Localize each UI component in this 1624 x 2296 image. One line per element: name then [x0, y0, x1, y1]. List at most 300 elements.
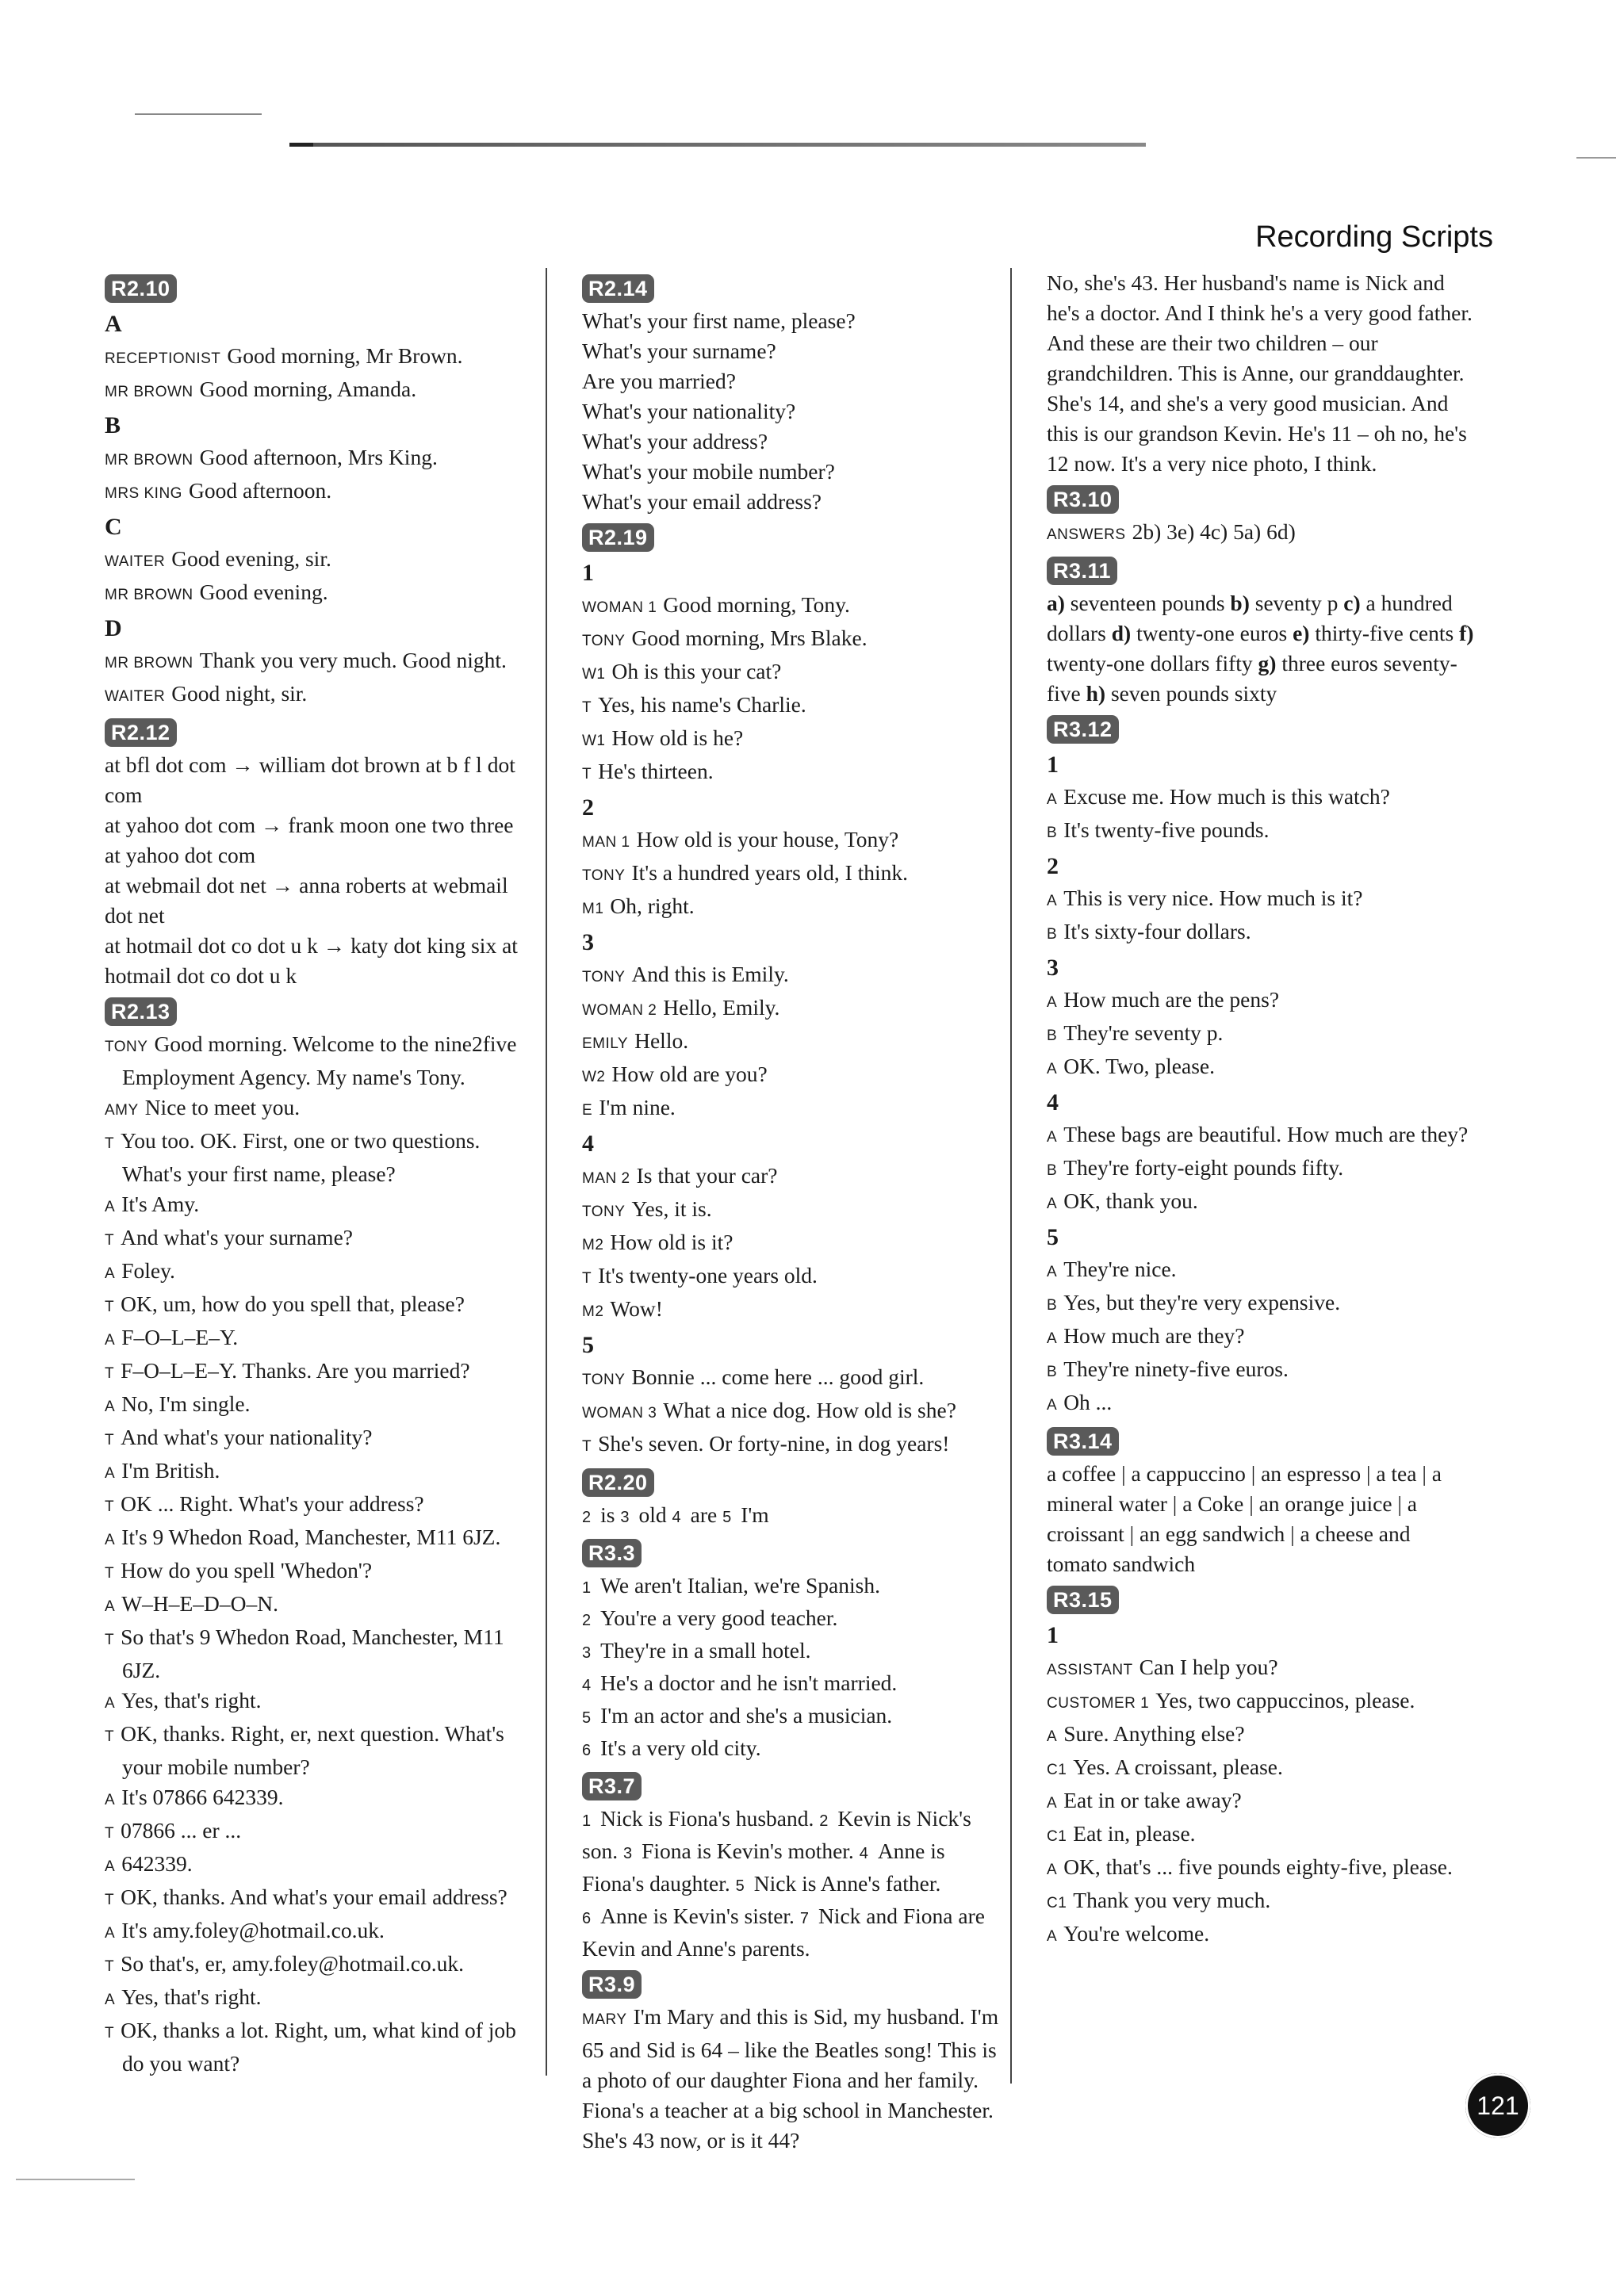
speaker-label: T [582, 1270, 592, 1287]
script-paragraph: No, she's 43. Her husband's name is Nick and he's a doctor. And I think he's a very good father. [1047, 270, 1473, 325]
speaker-label: TONY [582, 1203, 626, 1220]
speaker-label: A [1047, 1264, 1058, 1280]
item-text: It's a very old city. [600, 1735, 761, 1760]
speaker-label: B [1047, 825, 1058, 841]
speaker-label: T [582, 699, 592, 716]
text-segment: Anne is Fiona's daughter. [582, 1839, 945, 1896]
dialogue-label: 3 [582, 929, 594, 955]
dialogue-line [1047, 1354, 1475, 1387]
speaker-label: M2 [582, 1237, 604, 1253]
dialogue-label: 1 [1047, 1622, 1059, 1648]
answer-letter: h) [1086, 681, 1106, 706]
item-number: 4 [582, 1677, 592, 1694]
script-paragraph [582, 1500, 1002, 1533]
speaker-label: A [105, 1792, 116, 1808]
text-segment: a hundred dollars [1047, 591, 1453, 645]
speaker-label: A [1047, 1196, 1058, 1212]
dialogue-line [1047, 1186, 1475, 1219]
dialogue-line [582, 1429, 1002, 1462]
section-tag-row [105, 712, 523, 750]
dialogue-line [582, 1093, 1002, 1126]
speaker-label: WAITER [105, 688, 166, 705]
script-paragraph: What's your email address? [582, 489, 822, 514]
numbered-line [582, 1701, 1002, 1733]
script-paragraph: a coffee | a cappuccino | an espresso | a tea | a mineral water | a Coke | an orange juice | a croissant | an egg sandwich | a cheese and tomato sandwich [1047, 1461, 1442, 1576]
speaker-label: W2 [582, 1069, 606, 1085]
recording-tag: R2.19 [582, 523, 654, 552]
speaker-label: A [1047, 893, 1058, 909]
column-1 [105, 268, 523, 2079]
dialogue-line [1047, 1819, 1475, 1852]
column-3 [1047, 268, 1475, 1952]
item-number: 2 [582, 1612, 592, 1629]
dialogue-text: She's seven. Or forty-nine, in dog years! [598, 1431, 950, 1456]
script-paragraph [582, 2002, 1002, 2156]
dialogue-line [582, 825, 1002, 858]
dialogue-line [105, 577, 523, 610]
speaker-label: W1 [582, 666, 606, 683]
dialogue-line [582, 1362, 1002, 1395]
item-number: 5 [582, 1709, 592, 1727]
dialogue-label: B [105, 412, 121, 438]
dialogue-line [582, 1294, 1002, 1327]
dialogue-text: Yes, two cappuccinos, please. [1155, 1688, 1415, 1712]
item-number: 2 [582, 1509, 592, 1526]
column-2 [582, 268, 1002, 2156]
recording-tag: R2.12 [105, 718, 177, 747]
speaker-label: T [105, 1728, 115, 1745]
dialogue-label: 2 [1047, 853, 1059, 879]
speaker-label: MR BROWN [105, 587, 193, 603]
speaker-label: MR BROWN [105, 655, 193, 672]
dialogue-line [1047, 1153, 1475, 1186]
text-segment: twenty-one dollars fifty [1047, 651, 1258, 675]
speaker-label: A [1047, 791, 1058, 808]
top-right-rule [1576, 157, 1616, 159]
dialogue-line [1047, 1018, 1475, 1051]
dialogue-label: 5 [1047, 1224, 1059, 1250]
speaker-label: MRS KING [105, 485, 182, 502]
dialogue-line [1047, 883, 1475, 916]
dialogue-text: Oh, right. [610, 894, 695, 918]
dialogue-line [1047, 1752, 1475, 1785]
dialogue-text: 07866 ... er ... [121, 1818, 242, 1843]
dialogue-line [105, 2015, 523, 2079]
dialogue-text: Yes. A croissant, please. [1073, 1755, 1283, 1779]
dialogue-text: He's thirteen. [598, 759, 714, 783]
dialogue-text: Yes, but they're very expensive. [1063, 1290, 1341, 1314]
speaker-label: A [1047, 1795, 1058, 1812]
dialogue-text: They're forty-eight pounds fifty. [1063, 1155, 1344, 1180]
section-tag-row [582, 1964, 1002, 2002]
item-number: 3 [620, 1509, 630, 1526]
section-tag-row [1047, 479, 1475, 517]
dialogue-text: I'm nine. [599, 1095, 676, 1119]
text-segment: I'm Mary and this is Sid, my husband. I'm 65 and Sid is 64 – like the Beatles song! This is a photo of our daughter Fiona and her family. Fiona's a teacher at a big school in Manchester. She's 43 now, or is it 44? [582, 2004, 999, 2152]
dialogue-text: It's sixty-four dollars. [1063, 919, 1251, 943]
recording-tag: R3.9 [582, 1970, 642, 1999]
dialogue-text: OK, that's ... five pounds eighty-five, please. [1063, 1854, 1453, 1879]
dialogue-line [105, 1556, 523, 1589]
dialogue-line [105, 442, 523, 476]
text-segment: Kevin is Nick's son. [582, 1806, 971, 1863]
speaker-label: MAN 2 [582, 1170, 630, 1187]
dialogue-label: 2 [582, 794, 594, 821]
section-tag-row [1047, 550, 1475, 588]
recording-tag: R3.12 [1047, 715, 1119, 744]
numbered-line [582, 1571, 1002, 1603]
item-number: 1 [582, 1812, 592, 1830]
item-number: 1 [582, 1579, 592, 1597]
dialogue-text: Good afternoon, Mrs King. [199, 445, 438, 469]
dialogue-line [1047, 1119, 1475, 1153]
dialogue-line [105, 1256, 523, 1289]
dialogue-line [105, 341, 523, 374]
dialogue-line [1047, 1051, 1475, 1085]
dialogue-text: They're seventy p. [1063, 1020, 1224, 1045]
dialogue-text: OK, thanks. Right, er, next question. What's your mobile number? [121, 1721, 504, 1779]
script-paragraph: at webmail dot net → anna roberts at webmail dot net [105, 873, 508, 928]
speaker-label: A [105, 1992, 116, 2008]
dialogue-text: And what's your surname? [121, 1225, 353, 1249]
dialogue-text: OK, thanks. And what's your email address? [121, 1885, 508, 1909]
section-tag-row [1047, 1421, 1475, 1459]
dialogue-line [1047, 1885, 1475, 1919]
speaker-label: WOMAN 3 [582, 1405, 657, 1422]
speaker-label: A [105, 1695, 116, 1712]
speaker-label: A [1047, 1061, 1058, 1077]
dialogue-line [105, 1289, 523, 1322]
column-divider [546, 268, 547, 2076]
answer-letter: c) [1343, 591, 1361, 615]
speaker-label: T [105, 1825, 115, 1842]
dialogue-line [582, 723, 1002, 756]
dialogue-text: I'm British. [121, 1458, 220, 1483]
text-segment: twenty-one euros [1131, 621, 1293, 645]
answer-letter: f) [1459, 621, 1474, 645]
speaker-label: WOMAN 1 [582, 599, 657, 616]
speaker-label: A [1047, 1397, 1058, 1414]
dialogue-line [105, 476, 523, 509]
speaker-label: M2 [582, 1303, 604, 1320]
dialogue-line [105, 679, 523, 712]
item-number: 5 [735, 1877, 745, 1895]
speaker-label: B [1047, 1297, 1058, 1314]
speaker-label: A [105, 1399, 116, 1415]
dialogue-label: 4 [582, 1131, 594, 1157]
speaker-label: M1 [582, 901, 604, 917]
dialogue-line [105, 1982, 523, 2015]
dialogue-text: Hello. [634, 1028, 689, 1053]
script-paragraph: at hotmail dot co dot u k → katy dot king six at hotmail dot co dot u k [105, 933, 518, 988]
speaker-label: A [105, 1332, 116, 1349]
section-tag-row [582, 268, 1002, 306]
section-tag-row [582, 1462, 1002, 1500]
speaker-label: TONY [105, 1039, 148, 1055]
bottom-left-rule [16, 2179, 135, 2180]
script-paragraph: What's your mobile number? [582, 459, 835, 484]
numbered-line [582, 1733, 1002, 1766]
dialogue-line [105, 1719, 523, 1782]
item-text: We aren't Italian, we're Spanish. [600, 1573, 880, 1598]
dialogue-line [1047, 782, 1475, 815]
dialogue-line [582, 858, 1002, 891]
dialogue-text: Excuse me. How much is this watch? [1063, 784, 1390, 809]
speaker-label: A [1047, 1862, 1058, 1878]
script-paragraph: What's your surname? [582, 339, 776, 363]
text-segment: seventy p [1249, 591, 1344, 615]
column-divider [1010, 268, 1012, 2084]
dialogue-line [1047, 1321, 1475, 1354]
speaker-label: TONY [582, 867, 626, 884]
speaker-label: T [105, 1365, 115, 1382]
dialogue-text: So that's 9 Whedon Road, Manchester, M11 6JZ. [121, 1624, 504, 1682]
top-left-rule [135, 113, 262, 115]
dialogue-text: How do you spell 'Whedon'? [121, 1558, 373, 1582]
item-number: 6 [582, 1742, 592, 1759]
dialogue-text: OK, thanks a lot. Right, um, what kind of job do you want? [121, 2018, 516, 2076]
dialogue-line [1047, 1254, 1475, 1288]
dialogue-line [105, 1849, 523, 1882]
dialogue-line [105, 1915, 523, 1949]
speaker-label: T [582, 1438, 592, 1455]
dialogue-text: How old is your house, Tony? [636, 827, 899, 851]
dialogue-line [1047, 1652, 1475, 1686]
dialogue-line [105, 1029, 523, 1093]
dialogue-label: 5 [582, 1332, 594, 1358]
dialogue-text: This is very nice. How much is it? [1063, 886, 1363, 910]
dialogue-label: 3 [1047, 955, 1059, 981]
dialogue-label: 4 [1047, 1089, 1059, 1115]
dialogue-text: What a nice dog. How old is she? [663, 1398, 956, 1422]
dialogue-text: Good morning, Tony. [663, 592, 850, 617]
item-text: You're a very good teacher. [600, 1605, 838, 1630]
speaker-label: B [1047, 926, 1058, 943]
dialogue-text: How old is he? [611, 725, 744, 750]
dialogue-text: It's a hundred years old, I think. [631, 860, 909, 885]
section-tag-row [105, 268, 523, 306]
speaker-label: TONY [582, 1372, 626, 1388]
speaker-label: A [1047, 1330, 1058, 1347]
answer-letter: g) [1258, 651, 1277, 675]
speaker-label: A [1047, 1129, 1058, 1146]
speaker-label: E [582, 1102, 593, 1119]
top-rule [289, 143, 1146, 147]
dialogue-line [105, 1223, 523, 1256]
dialogue-text: F–O–L–E–Y. [121, 1325, 239, 1349]
section-tag-row [1047, 709, 1475, 747]
speaker-label: MARY [582, 2011, 627, 2028]
recording-tag: R3.11 [1047, 557, 1117, 585]
dialogue-line [1047, 985, 1475, 1018]
dialogue-line [1047, 1288, 1475, 1321]
dialogue-text: Is that your car? [636, 1163, 778, 1188]
dialogue-text: How old are you? [611, 1062, 768, 1086]
numbered-line [582, 1668, 1002, 1701]
answer-letter: a) [1047, 591, 1065, 615]
text-segment: seventeen pounds [1064, 591, 1231, 615]
speaker-label: TONY [582, 969, 626, 985]
item-number: 3 [622, 1845, 633, 1862]
dialogue-line [105, 1093, 523, 1126]
item-number: 7 [799, 1910, 809, 1927]
speaker-label: T [105, 1299, 115, 1315]
speaker-label: RECEPTIONIST [105, 350, 221, 367]
item-number: 3 [582, 1644, 592, 1662]
section-tag-row [582, 1533, 1002, 1571]
dialogue-line [105, 544, 523, 577]
page-header-title: Recording Scripts [1255, 220, 1493, 254]
page-number: 121 [1465, 2073, 1530, 2138]
dialogue-line [105, 1322, 523, 1356]
script-paragraph: What's your address? [582, 429, 768, 453]
dialogue-text: So that's, er, amy.foley@hotmail.co.uk. [121, 1951, 465, 1976]
item-text: They're in a small hotel. [600, 1638, 811, 1663]
dialogue-line [105, 1456, 523, 1489]
script-paragraph: at yahoo dot com → frank moon one two three at yahoo dot com [105, 813, 514, 867]
speaker-label: A [105, 1532, 116, 1548]
speaker-label: A [1047, 1728, 1058, 1745]
dialogue-text: You too. OK. First, one or two questions. What's your first name, please? [121, 1128, 481, 1186]
dialogue-line [582, 590, 1002, 623]
dialogue-line [1047, 1686, 1475, 1719]
dialogue-text: 642339. [121, 1851, 193, 1876]
recording-tag: R2.10 [105, 274, 177, 303]
speaker-label: T [105, 1565, 115, 1582]
dialogue-text: How much are the pens? [1063, 987, 1280, 1012]
dialogue-text: How old is it? [610, 1230, 733, 1254]
dialogue-line [105, 1389, 523, 1422]
speaker-label: C1 [1047, 1828, 1067, 1845]
speaker-label: WOMAN 2 [582, 1002, 657, 1019]
dialogue-text: Good morning, Amanda. [199, 377, 417, 401]
speaker-label: ASSISTANT [1047, 1662, 1133, 1678]
dialogue-line [582, 1026, 1002, 1059]
dialogue-text: Good afternoon. [188, 478, 332, 503]
speaker-label: A [105, 1925, 116, 1942]
text-segment: thirty-five cents [1309, 621, 1460, 645]
dialogue-line [582, 993, 1002, 1026]
speaker-label: A [1047, 1928, 1058, 1945]
dialogue-text: Hello, Emily. [663, 995, 780, 1020]
dialogue-line [105, 1622, 523, 1686]
item-number: 2 [819, 1812, 829, 1830]
text-segment: I'm [741, 1502, 769, 1527]
dialogue-text: It's twenty-one years old. [598, 1263, 818, 1288]
dialogue-line [105, 1949, 523, 1982]
dialogue-text: Sure. Anything else? [1063, 1721, 1245, 1746]
speaker-label: T [105, 1232, 115, 1249]
dialogue-line [582, 891, 1002, 924]
dialogue-text: Bonnie ... come here ... good girl. [631, 1364, 925, 1389]
dialogue-label: A [105, 311, 122, 337]
text-segment: are [690, 1502, 723, 1527]
dialogue-line [582, 623, 1002, 656]
recording-tag: R3.10 [1047, 485, 1119, 514]
dialogue-text: Good night, sir. [171, 681, 308, 706]
speaker-label: B [1047, 1364, 1058, 1380]
dialogue-text: Thank you very much. Good night. [199, 648, 507, 672]
script-paragraph: What's your nationality? [582, 399, 796, 423]
text-segment: Fiona is Kevin's mother. [642, 1839, 860, 1863]
dialogue-text: Yes, his name's Charlie. [598, 692, 806, 717]
answer-letter: b) [1230, 591, 1250, 615]
recording-tag: R3.7 [582, 1772, 642, 1800]
script-paragraph: at bfl dot com → william dot brown at b f l dot com [105, 752, 515, 807]
dialogue-text: Eat in or take away? [1063, 1788, 1242, 1812]
text-segment: old [638, 1502, 672, 1527]
dialogue-line [105, 1782, 523, 1816]
numbered-line [582, 1603, 1002, 1636]
recording-tag: R2.14 [582, 274, 654, 303]
section-tag-row [582, 517, 1002, 555]
dialogue-line [105, 1522, 523, 1556]
dialogue-label: D [105, 615, 122, 641]
dialogue-text: W–H–E–D–O–N. [121, 1591, 279, 1616]
text-segment: 2b) 3e) 4c) 5a) 6d) [1132, 519, 1296, 544]
dialogue-text: Good evening. [199, 580, 328, 604]
speaker-label: A [105, 1598, 116, 1615]
speaker-label: T [105, 1632, 115, 1648]
text-segment: three euros seventy-five [1047, 651, 1457, 706]
speaker-label: C1 [1047, 1895, 1067, 1911]
speaker-label: T [582, 766, 592, 783]
speaker-label: A [105, 1858, 116, 1875]
dialogue-text: It's amy.foley@hotmail.co.uk. [121, 1918, 385, 1942]
item-text: I'm an actor and she's a musician. [600, 1703, 893, 1728]
dialogue-text: OK, um, how do you spell that, please? [121, 1292, 465, 1316]
speaker-label: ANSWERS [1047, 526, 1126, 543]
dialogue-line [1047, 1852, 1475, 1885]
speaker-label: EMILY [582, 1035, 629, 1052]
dialogue-text: They're ninety-five euros. [1063, 1357, 1289, 1381]
recording-tag: R3.3 [582, 1539, 642, 1567]
speaker-label: MAN 1 [582, 834, 630, 851]
dialogue-line [105, 374, 523, 408]
dialogue-text: Good morning, Mr Brown. [227, 343, 463, 368]
speaker-label: T [105, 1135, 115, 1152]
speaker-label: C1 [1047, 1762, 1067, 1778]
answer-letter: d) [1111, 621, 1132, 645]
recording-tag: R2.13 [105, 997, 177, 1026]
speaker-label: T [105, 2025, 115, 2042]
dialogue-text: OK, thank you. [1063, 1188, 1198, 1213]
text-segment: Nick is Anne's father. [753, 1871, 941, 1896]
dialogue-line [582, 690, 1002, 723]
speaker-label: A [105, 1265, 116, 1282]
script-paragraph: And these are their two children – our grandchildren. This is Anne, our granddaughter. She's 14, and she's a very good musician. And this is our grandson Kevin. He's 11 – oh no, he's 12 now. It's a very nice photo, I think. [1047, 331, 1467, 476]
item-number: 4 [859, 1845, 868, 1862]
speaker-label: TONY [582, 633, 626, 649]
dialogue-text: It's Amy. [121, 1192, 200, 1216]
dialogue-line [582, 756, 1002, 790]
dialogue-line [582, 959, 1002, 993]
dialogue-text: No, I'm single. [121, 1391, 251, 1416]
dialogue-line [105, 1356, 523, 1389]
section-tag-row [105, 991, 523, 1029]
dialogue-text: OK. Two, please. [1063, 1054, 1215, 1078]
script-paragraph [582, 1804, 1002, 1964]
dialogue-label: 1 [582, 560, 594, 586]
item-text: He's a doctor and he isn't married. [600, 1670, 898, 1695]
dialogue-line [1047, 916, 1475, 950]
dialogue-text: Oh is this your cat? [611, 659, 782, 683]
dialogue-text: It's 9 Whedon Road, Manchester, M11 6JZ. [121, 1525, 501, 1549]
dialogue-text: How much are they? [1063, 1323, 1245, 1348]
item-number: 5 [722, 1509, 732, 1526]
text-segment: Anne is Kevin's sister. [600, 1904, 800, 1928]
text-segment: seven pounds sixty [1105, 681, 1277, 706]
